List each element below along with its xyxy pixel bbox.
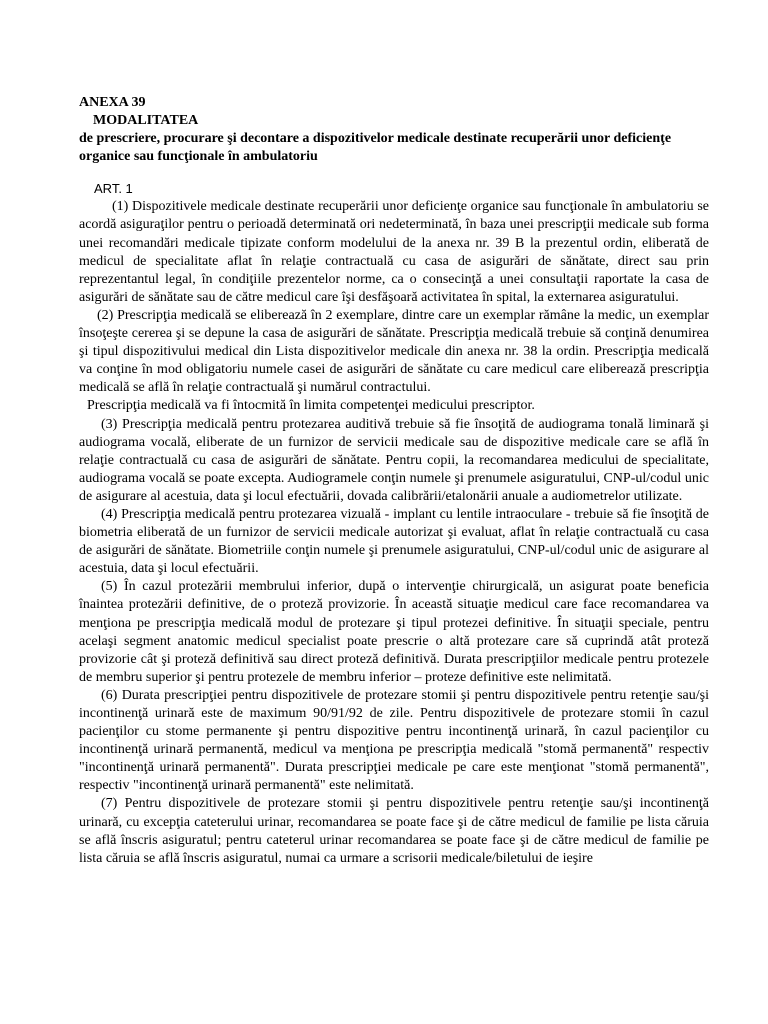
- document-page: [79, 94, 709, 868]
- paragraph-1: (1) Dispozitivele medicale destinate recuperării unor deficienţe organice sau funcţionale în ambulatoriu se acordă asiguraţilor pentru o perioadă determinată ori nedeterminată, în baza unei prescripţii medicale sub forma unei recomandări medicale tipizate conform modelului de la anexa nr. 39 B la prezentul ordin, eliberată de medicul de specialitate aflat în relaţie contractuală cu casa de asigurări de sănătate, direct sau prin reprezentantul legal, în condiţiile prezentelor norme, ca o consecinţă a unei consultaţii raportate la casa de asigurări de sănătate sau de către medicul care îşi desfăşoară activitatea în spital, la externarea asiguratului.: [79, 199, 709, 305]
- paragraph-6: (6) Durata prescripţiei pentru dispozitivele de protezare stomii şi pentru dispozitivele pentru retenţie sau/şi incontinenţă urinară este de maximum 90/91/92 de zile. Pentru dispozitivele de protezare stomii în cazul pacienţilor cu stome permanente şi pentru dispozitive pentru incontinenţă urinară, în cazul pacienţilor cu incontinenţă urinară permanentă, medicul va menţiona pe prescripţia medicală "stomă permanentă" respectiv "incontinenţă urinară permanentă". Durata prescripţiei medicale pe care este menţionat "stomă permanentă", respectiv "incontinenţă urinară permanentă" este nelimitată.: [79, 687, 709, 794]
- paragraph-4: (4) Prescripţia medicală pentru protezarea vizuală - implant cu lentile intraoculare - trebuie să fie însoţită de biometria eliberată de un furnizor de servicii medicale autorizat şi evaluat, aflat în relaţie contractuală cu casa de asigurări de sănătate. Biometriile conţin numele şi prenumele asiguratului, CNP-ul/codul unic de asigurare al acestuia, data şi locul efectuării.: [79, 506, 709, 577]
- paragraph-2-note: Prescripţia medicală va fi întocmită în limita competenţei medicului prescriptor.: [87, 398, 535, 414]
- annex-number: ANEXA 39: [79, 95, 146, 110]
- paragraph-3: (3) Prescripţia medicală pentru protezarea auditivă trebuie să fie însoţită de audiograma tonală liminară şi audiograma vocală, eliberate de un furnizor de servicii medicale sau de dispozitive medicale care se află în relaţie contractuală cu casa de asigurări de sănătate. Pentru copii, la recomandarea medicului de specialitate, audiograma vocală se poate excepta. Audiogramele conţin numele şi prenumele asiguratului, CNP-ul/codul unic de asigurare al acestuia, data şi locul efectuării, dovada calibrării/etalonării anuale a audiometrelor utilizate.: [79, 416, 709, 504]
- paragraph-5: (5) În cazul protezării membrului inferior, după o intervenţie chirurgicală, un asigurat poate beneficia înaintea protezării definitive, de o proteză provizorie. În această situaţie medicul care face recomandarea va menţiona pe prescripţia medicală modul de protezare şi tipul protezei definitive. În situaţii speciale, pentru acelaşi segment anatomic medicul specialist poate prescrie o altă protezare care să cuprindă atât proteză provizorie cât şi proteză definitivă sau direct proteză definitivă. Durata prescripţiilor medicale pentru protezele de membru superior şi pentru protezele de membru inferior – proteze definitive este nelimitată.: [79, 579, 709, 685]
- paragraph-7: (7) Pentru dispozitivele de protezare stomii şi pentru dispozitivele pentru retenţie sau/şi incontinenţă urinară, cu excepţia cateterului urinar, recomandarea se poate face şi de către medicul de familie pe lista căruia se află înscris asiguratul; pentru cateterul urinar recomandarea se poate face şi de către medicul de familie pe lista căruia se află înscris asiguratul, numai ca urmare a scrisorii medicale/biletului de ieşire: [79, 796, 709, 866]
- paragraph-2: (2) Prescripţia medicală se eliberează în 2 exemplare, dintre care un exemplar rămâne la medic, un exemplar însoţeşte cererea şi se depune la casa de asigurări de sănătate. Prescripţia medicală trebuie să conţină denumirea şi tipul dispozitivului medical din Lista dispozitivelor medicale din anexa nr. 38 la ordin. Prescripţia medicală va conţine în mod obligatoriu numele casei de asigurări de sănătate cu care medicul care eliberează prescripţia medicală se află în relaţie contractuală şi numărul contractului.: [79, 307, 709, 396]
- article-heading: ART. 1: [94, 181, 133, 197]
- document-subtitle: de prescriere, procurare şi decontare a dispozitivelor medicale destinate recuperării unor deficienţe organice sau funcţionale în ambulatoriu: [79, 131, 672, 165]
- document-title: MODALITATEA: [93, 113, 199, 129]
